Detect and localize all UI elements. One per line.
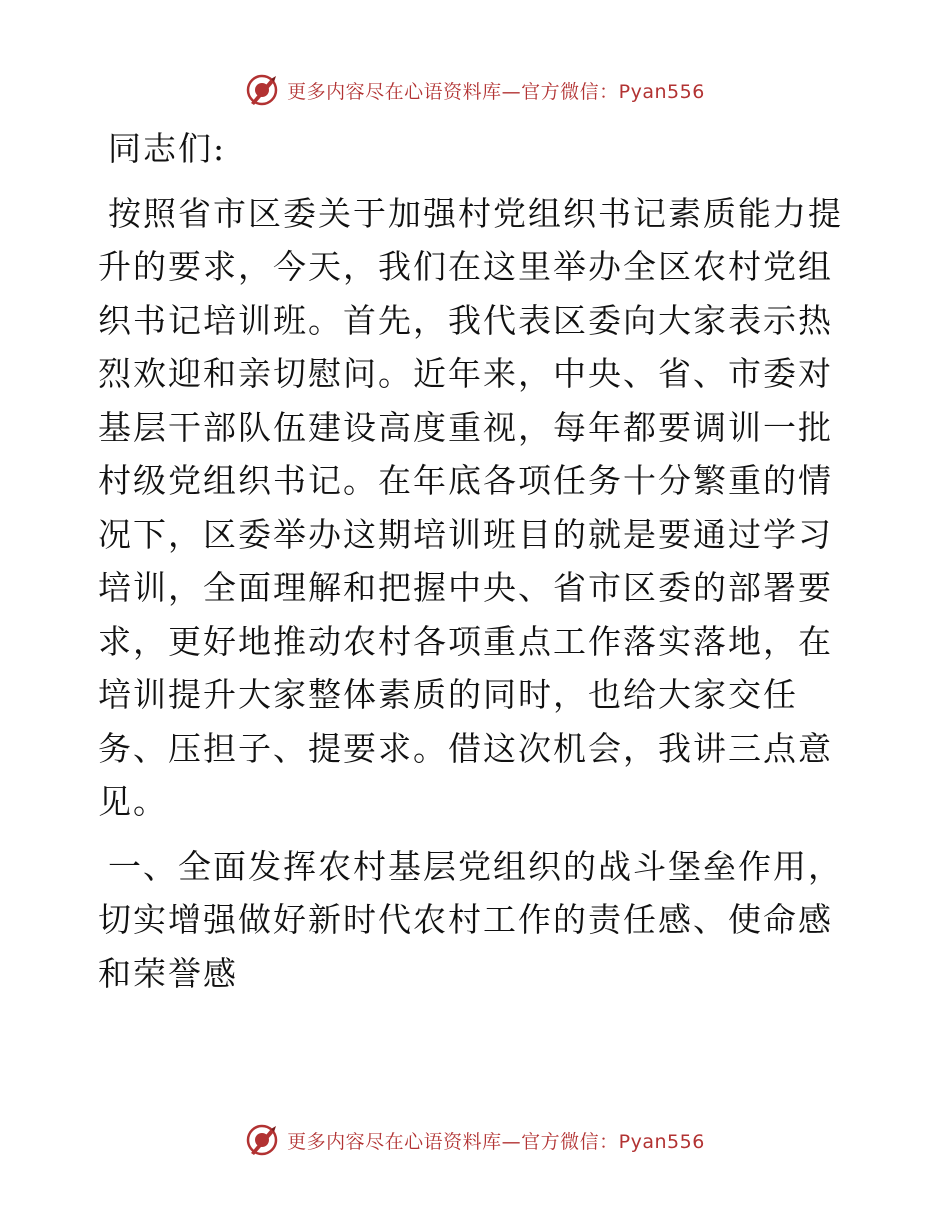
section-1-heading: 一、全面发挥农村基层党组织的战斗堡垒作用，切实增强做好新时代农村工作的责任感、使命感和荣誉感 (98, 846, 843, 993)
watermark-text: 更多内容尽在心语资料库—官方微信：Pyan556 (287, 1130, 705, 1153)
pen-logo-icon (245, 1123, 279, 1157)
intro-paragraph: 按照省市区委关于加强村党组织书记素质能力提升的要求，今天，我们在这里举办全区农村党组织书记培训班。首先，我代表区委向大家表示热烈欢迎和亲切慰问。近年来，中央、省、市委对基层干部队伍建设高度重视，每年都要调训一批村级党组织书记。在年底各项任务十分繁重的情况下，区委举办这期培训班目的就是要通过学习培训，全面理解和把握中央、省市区委的部署要求，更好地推动农村各项重点工作落实落地，在培训提升大家整体素质的同时，也给大家交任务、压担子、提要求。借这次机会，我讲三点意见。 (98, 193, 843, 821)
watermark-text: 更多内容尽在心语资料库—官方微信：Pyan556 (287, 80, 705, 103)
salutation: 同志们: (108, 129, 227, 168)
document-body (98, 122, 858, 1000)
pen-logo-icon (245, 73, 279, 107)
watermark-banner-bottom (0, 1120, 950, 1160)
watermark-banner-top (0, 70, 950, 110)
